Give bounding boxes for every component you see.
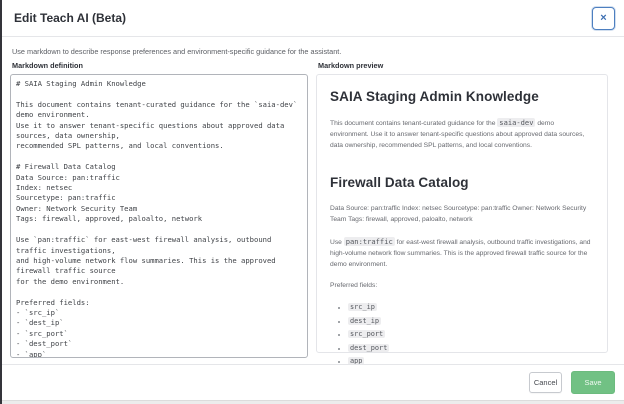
close-icon: ×	[600, 12, 607, 24]
close-button[interactable]	[592, 7, 615, 30]
markdown-preview-panel[interactable]	[316, 74, 608, 366]
save-button[interactable]: Save	[571, 371, 615, 394]
preview-list-item	[348, 303, 594, 312]
inline-code: dest_ip	[350, 316, 380, 325]
inline-code: app	[350, 357, 363, 366]
preview-h1: Firewall Data Catalog	[330, 175, 469, 191]
preview-p: This document contains tenant-curated guidance for the saia-dev demo environment. Use it to answer tenant-specific questions about approved data sources, data ownership, recommended SPL patterns, and local conventions.	[330, 118, 585, 149]
preview-h1: SAIA Staging Admin Knowledge	[330, 89, 539, 104]
preview-ul	[330, 303, 594, 366]
preview-list-item	[348, 330, 594, 339]
inline-code: src_ip	[350, 303, 375, 312]
cancel-button[interactable]: Cancel	[529, 372, 562, 393]
inline-code: dest_port	[350, 343, 388, 352]
preview-list-item	[348, 317, 594, 326]
markdown-preview-label: Markdown preview	[318, 61, 384, 70]
inline-code: src_port	[350, 330, 384, 339]
preview-p: Use pan:traffic for east-west firewall analysis, outbound traffic investigations, and high-volume network flow summaries. This is the approved firewall traffic source for the demo environment.	[330, 236, 591, 268]
modal-footer	[2, 365, 624, 400]
preview-p: Data Source: pan:traffic Index: netsec Sourcetype: pan:traffic Owner: Network Security Team Tags: firewall, approved, paloalto, network	[330, 205, 587, 224]
modal-title: Edit Teach AI (Beta)	[14, 11, 127, 25]
preview-p: Preferred fields:	[330, 282, 378, 290]
inline-code: pan:traffic	[345, 236, 393, 246]
window-left-edge	[0, 0, 2, 404]
markdown-definition-label: Markdown definition	[12, 61, 83, 70]
inline-code: saia-dev	[499, 118, 534, 127]
markdown-definition-editor[interactable]	[10, 74, 308, 358]
preview-list-item	[348, 344, 594, 353]
markdown-preview-content	[330, 89, 594, 366]
page-background-strip	[0, 400, 624, 404]
modal-header	[2, 0, 624, 37]
modal-subtitle: Use markdown to describe response preferences and environment-specific guidance for the assistant.	[12, 47, 342, 56]
